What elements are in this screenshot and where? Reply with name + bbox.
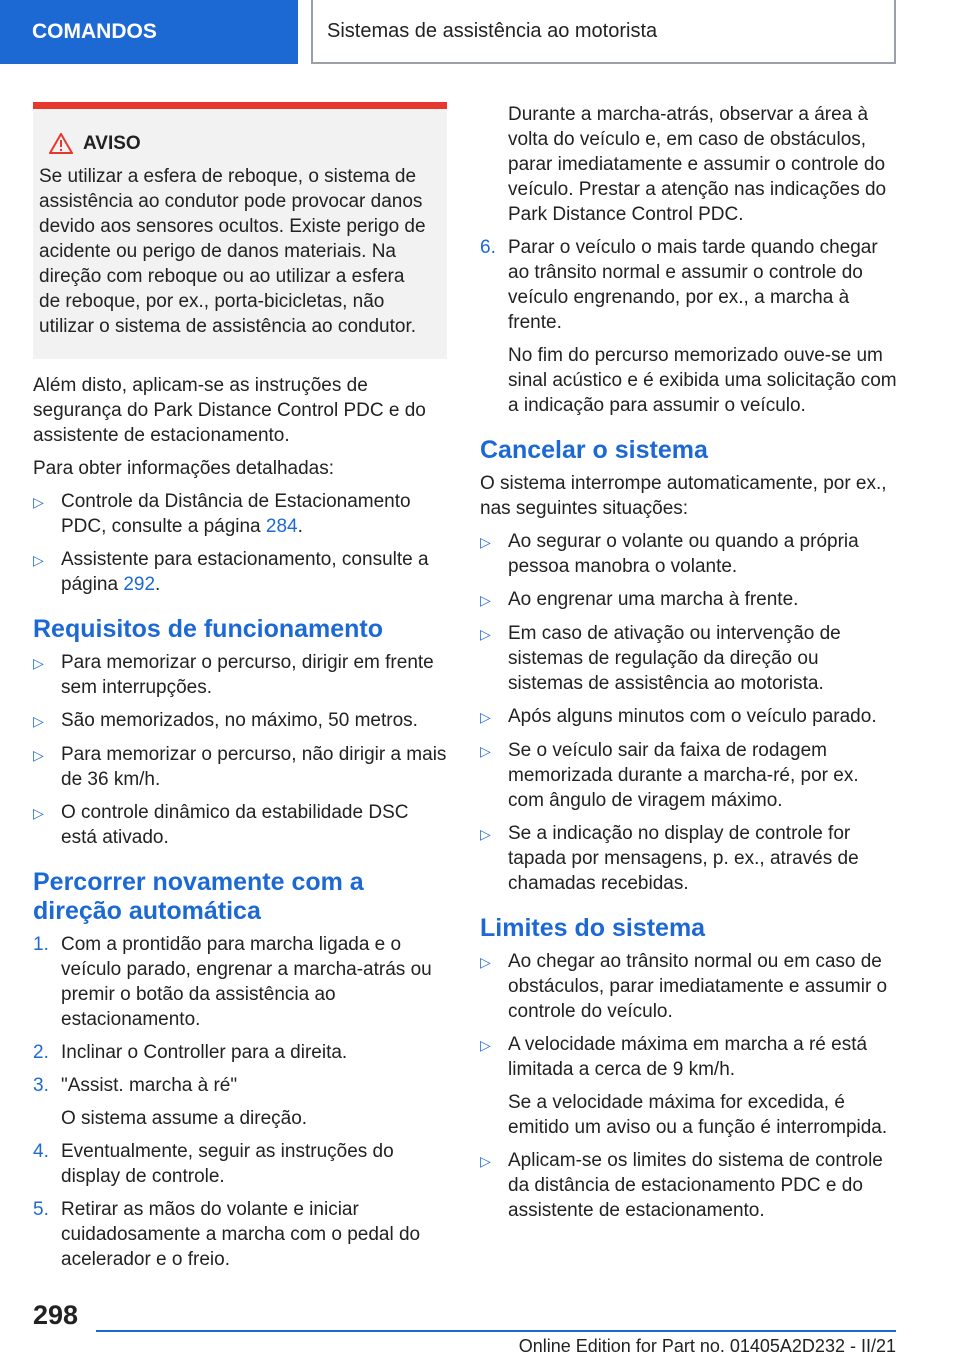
list-item: ▷ Ao chegar ao trânsito normal ou em caso de obstáculos, parar imediatamente e assumir o controle do veículo. [480,951,888,1022]
list-item: ▷ Se a indicação no display de controle for tapada por mensagens, p. ex., através de chamadas recebidas. [480,823,859,894]
warning-triangle-icon [49,133,73,154]
warning-label: AVISO [83,133,141,154]
list-item: ▷ Em caso de ativação ou intervenção de sistemas de regulação da direção ou sistemas de assistência ao motorista. [480,623,841,694]
cancelar-intro: O sistema interrompe automaticamente, por ex., nas seguintes situações: [480,473,887,519]
list-item: ▷ Ao engrenar uma marcha à frente. [480,587,898,613]
list-item: ▷ Para memorizar o percurso, dirigir em frente sem interrupções. [33,652,434,698]
list-item: ▷ São memorizados, no máximo, 50 metros. [33,708,447,734]
list-item: 1. Com a prontidão para marcha ligada e o veículo parado, engrenar a marcha-atrás ou premir o botão da assistência ao estacionamento. [33,934,432,1030]
page-number: 298 [33,1300,79,1330]
list-item: ▷ Assistente para estacionamento, consulte a página 292. [33,549,429,595]
steps-list-right [480,235,898,335]
triangle-bullet-icon: ▷ [480,709,491,725]
list-item: 3. "Assist. marcha à ré" [33,1075,238,1096]
list-item: 2. Inclinar o Controller para a direita. [33,1042,348,1063]
page-link-284[interactable]: 284 [265,516,298,537]
warning-heading [49,131,427,156]
safety-paragraph: Além disto, aplicam-se as instruções de segurança do Park Distance Control PDC e do assistente de estacionamento. [33,375,426,446]
heading-cancelar: Cancelar o sistema [480,436,708,464]
triangle-bullet-icon: ▷ [33,552,44,568]
steps-list [33,932,447,1098]
triangle-bullet-icon: ▷ [33,713,44,729]
triangle-bullet-icon: ▷ [480,1153,491,1169]
triangle-bullet-icon: ▷ [480,1037,491,1053]
list-item: 5. Retirar as mãos do volante e iniciar cuidadosamente a marcha com o pedal do acelerador e o freio. [33,1199,421,1270]
triangle-bullet-icon: ▷ [480,826,491,842]
heading-limites: Limites do sistema [480,914,706,942]
left-column [33,102,447,1280]
triangle-bullet-icon: ▷ [480,592,491,608]
info-paragraph: Para obter informações detalhadas: [33,458,335,479]
heading-requisitos: Requisitos de funcionamento [33,615,384,643]
chapter-title: Sistemas de assistência ao motorista [311,0,896,64]
footer-divider [96,1330,896,1332]
right-column [480,102,898,1231]
page-link-292[interactable]: 292 [123,574,156,595]
limites-note: Se a velocidade máxima for excedida, é emitido um aviso ou a função é interrompida. [508,1092,888,1138]
limites-list-cont [480,1148,898,1223]
triangle-bullet-icon: ▷ [480,534,491,550]
heading-percorrer: Percorrer novamente com a direção automática [33,868,364,925]
list-item: ▷ Controle da Distância de Estacionamento PDC, consulte a página 284. [33,491,411,537]
steps-list-cont [33,1139,447,1272]
triangle-bullet-icon: ▷ [33,747,44,763]
step-note: No fim do percurso memorizado ouve-se um sinal acústico e é exibida uma solicitação com a indicação para assumir o veículo. [508,345,897,416]
triangle-bullet-icon: ▷ [480,954,491,970]
warning-text: Se utilizar a esfera de reboque, o sistema de assistência ao condutor pode provocar danos devido aos sensores ocultos. Existe perigo de acidente ou perigo de danos materiais. Na direção com reboque ou ao utilizar a esfera de reboque, por ex., porta-bicicletas, não utilizar o sistema de assistência ao condutor. [39,166,426,337]
list-item: 4. Eventualmente, seguir as instruções do display de controle. [33,1141,394,1187]
triangle-bullet-icon: ▷ [480,743,491,759]
list-item: ▷ Após alguns minutos com o veículo parado. [480,704,898,730]
reference-list [33,489,447,597]
step-continuation: Durante a marcha-atrás, observar a área à volta do veículo e, em caso de obstáculos, parar imediatamente e assumir o controle do veículo. Prestar a atenção nas indicações do Park Distance Control PDC. [508,104,887,225]
list-item: ▷ Ao segurar o volante ou quando a própria pessoa manobra o volante. [480,531,859,577]
list-item: ▷ Aplicam-se os limites do sistema de controle da distância de estacionamento PDC e do assistente de estacionamento. [480,1150,883,1221]
list-item: 6. Parar o veículo o mais tarde quando chegar ao trânsito normal e assumir o controle do veículo engrenando, por ex., a marcha à frente. [480,237,878,333]
triangle-bullet-icon: ▷ [33,655,44,671]
limites-list [480,949,898,1082]
triangle-bullet-icon: ▷ [480,626,491,642]
list-item: ▷ A velocidade máxima em marcha a ré está limitada a cerca de 9 km/h. [480,1034,868,1080]
list-item: ▷ Para memorizar o percurso, não dirigir a mais de 36 km/h. [33,744,447,790]
section-tab: COMANDOS [0,0,298,64]
cancelar-list [480,529,898,896]
list-item: ▷ Se o veículo sair da faixa de rodagem memorizada durante a marcha-ré, por ex. com ângulo de viragem máximo. [480,740,859,811]
edition-note: Online Edition for Part no. 01405A2D232 - II/21 [518,1336,896,1356]
step-note: O sistema assume a direção. [61,1108,308,1129]
requisitos-list [33,650,447,850]
triangle-bullet-icon: ▷ [33,805,44,821]
warning-box [33,102,447,359]
triangle-bullet-icon: ▷ [33,494,44,510]
list-item: ▷ O controle dinâmico da estabilidade DSC está ativado. [33,802,409,848]
